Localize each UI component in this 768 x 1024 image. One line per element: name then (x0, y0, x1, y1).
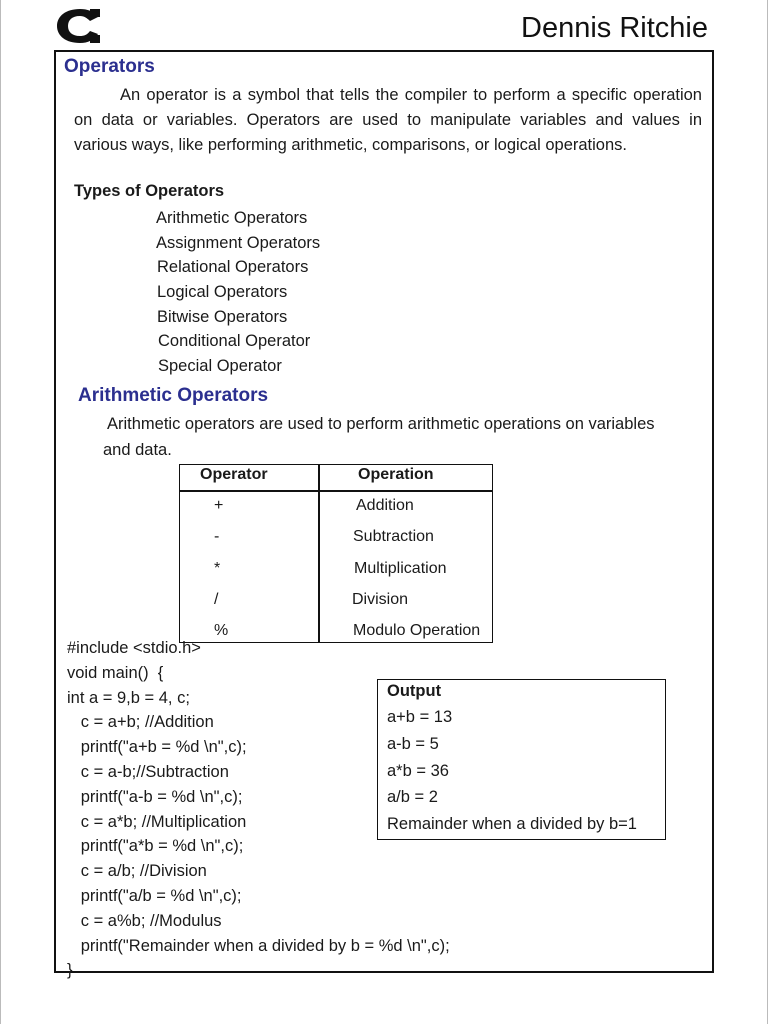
type-item: Assignment Operators (156, 233, 321, 252)
operator-table (179, 464, 493, 643)
output-line: Remainder when a divided by b=1 (387, 815, 637, 833)
types-list (156, 206, 320, 379)
type-item: Logical Operators (157, 283, 288, 302)
arithmetic-paragraph: Arithmetic operators are used to perform arithmetic operations on variables and data. (103, 415, 655, 459)
arithmetic-heading: Arithmetic Operators (78, 385, 269, 406)
table-cell-operator: - (214, 528, 220, 545)
table-header-operation: Operation (358, 466, 434, 483)
type-item: Conditional Operator (158, 332, 311, 351)
code-line: c = a*b; //Multiplication (67, 812, 247, 831)
type-item: Arithmetic Operators (156, 209, 308, 227)
code-line: printf("a+b = %d \n",c); (67, 738, 247, 757)
table-cell-operation: Division (352, 591, 409, 608)
table-cell-operation: Subtraction (353, 528, 434, 545)
code-line: c = a+b; //Addition (67, 713, 214, 732)
table-cell-operation: Addition (356, 497, 414, 514)
c-language-logo-icon (54, 8, 104, 44)
table-cell-operator: * (214, 560, 221, 577)
type-item: Relational Operators (157, 258, 309, 277)
code-line: c = a/b; //Division (67, 862, 207, 881)
code-line: printf("a-b = %d \n",c); (67, 787, 243, 806)
output-box (377, 679, 666, 840)
code-line: c = a-b;//Subtraction (67, 762, 229, 781)
output-line: a-b = 5 (387, 735, 439, 753)
code-line: #include <stdio.h> (67, 639, 201, 657)
code-line: c = a%b; //Modulus (67, 911, 222, 930)
type-item: Special Operator (158, 357, 282, 376)
types-title: Types of Operators (74, 182, 225, 200)
code-line: printf("a*b = %d \n",c); (67, 837, 244, 856)
code-line: } (67, 961, 73, 980)
table-cell-operator: + (214, 497, 224, 514)
code-line: printf("Remainder when a divided by b = %d \n",c); (67, 936, 450, 955)
operators-heading: Operators (64, 56, 155, 77)
operators-paragraph: An operator is a symbol that tells the compiler to perform a specific operation on data or variables. Operators are used to manipulate variables and values in various ways, like performing arithmetic, comparisons, or logical operations. (74, 86, 702, 154)
table-cell-operator: % (214, 622, 229, 639)
output-line: a/b = 2 (387, 788, 438, 806)
type-item: Bitwise Operators (157, 307, 288, 326)
table-cell-operation: Multiplication (354, 560, 447, 577)
table-cell-operator: / (214, 591, 219, 608)
table-cell-operation: Modulo Operation (353, 622, 481, 639)
table-header-operator: Operator (200, 466, 268, 483)
output-line: a+b = 13 (387, 708, 453, 726)
code-line: int a = 9,b = 4, c; (67, 688, 190, 707)
output-title: Output (387, 682, 442, 700)
author-title: Dennis Ritchie (521, 12, 708, 44)
output-line: a*b = 36 (387, 762, 449, 780)
code-line: void main() { (67, 663, 164, 682)
code-line: printf("a/b = %d \n",c); (67, 886, 242, 905)
